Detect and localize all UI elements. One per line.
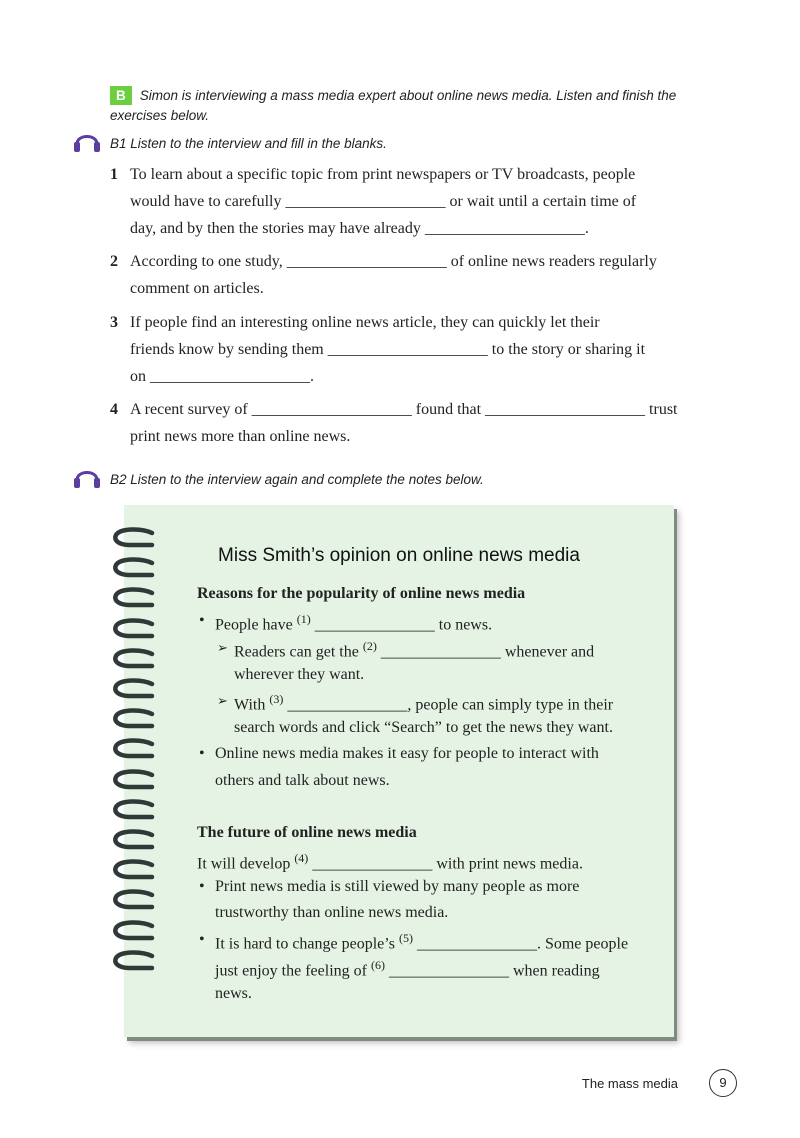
note-line: Print news media is still viewed by many people as more xyxy=(215,878,580,895)
headphones-icon[interactable] xyxy=(72,462,102,492)
spiral-ring-icon xyxy=(112,618,156,640)
future-heading: The future of online news media xyxy=(197,824,417,841)
question-4: 4 A recent survey of ____________________ found that ____________________ trust print news more than online news. xyxy=(110,401,678,445)
b2-heading: B2 Listen to the interview again and complete the notes below. xyxy=(110,472,484,487)
question-1: 1 To learn about a specific topic from print newspapers or TV broadcasts, people would have to carefully ____________________ or wait until a certain time of day, and by then the stories may have already ____________________. xyxy=(110,166,637,237)
note-line: trustworthy than online news media. xyxy=(215,904,449,921)
headphones-icon[interactable] xyxy=(72,126,102,156)
note-line: It will develop $^{(4)}$ _______________ with print news media. xyxy=(197,851,583,873)
spiral-ring-icon xyxy=(112,738,156,760)
bullet: • xyxy=(199,878,205,895)
b1-heading: B1 Listen to the interview and fill in the blanks. xyxy=(110,136,387,151)
bullet: • xyxy=(199,931,205,948)
spiral-ring-icon xyxy=(112,859,156,881)
spiral-ring-icon xyxy=(112,829,156,851)
spiral-ring-icon xyxy=(112,587,156,609)
arrow-bullet-icon: ➢ xyxy=(217,694,228,709)
spiral-ring-icon xyxy=(112,889,156,911)
reasons-heading: Reasons for the popularity of online news media xyxy=(197,585,526,602)
section-badge: B xyxy=(110,86,132,105)
note-line: wherever they want. xyxy=(234,666,365,683)
notes-title: Miss Smith’s opinion on online news media xyxy=(218,545,580,566)
question-3: 3 If people find an interesting online news article, they can quickly let their friends know by sending them ____________________ to the story or sharing it on ____________________. xyxy=(110,314,646,385)
spiral-ring-icon xyxy=(112,648,156,670)
bullet: • xyxy=(199,745,205,762)
note-line: just enjoy the feeling of $^{(6)}$ _______________ when reading xyxy=(215,958,600,980)
footer-label: The mass media xyxy=(581,1076,678,1091)
bullet: • xyxy=(199,612,205,629)
spiral-ring-icon xyxy=(112,769,156,791)
note-line: others and talk about news. xyxy=(215,772,390,789)
question-2: 2 According to one study, ____________________ of online news readers regularly comment on articles. xyxy=(110,253,657,297)
note-line: With $^{(3)}$ _______________, people can simply type in their xyxy=(234,692,614,714)
note-line: Readers can get the $^{(2)}$ _______________ whenever and xyxy=(234,639,595,661)
arrow-bullet-icon: ➢ xyxy=(217,641,228,656)
page-number: 9 xyxy=(709,1069,737,1097)
note-line: It is hard to change people’s $^{(5)}$ _______________. Some people xyxy=(215,931,629,953)
section-instruction: B Simon is interviewing a mass media expert about online news media. Listen and finish the exercises below. xyxy=(110,88,677,123)
spiral-ring-icon xyxy=(112,799,156,821)
spiral-ring-icon xyxy=(112,678,156,700)
note-line: news. xyxy=(215,985,252,1002)
note-line: search words and click “Search” to get the news they want. xyxy=(234,719,613,736)
spiral-ring-icon xyxy=(112,950,156,972)
spiral-ring-icon xyxy=(112,920,156,942)
spiral-ring-icon xyxy=(112,708,156,730)
note-line: Online news media makes it easy for people to interact with xyxy=(215,745,599,762)
note-line: People have $^{(1)}$ _______________ to news. xyxy=(215,612,493,634)
